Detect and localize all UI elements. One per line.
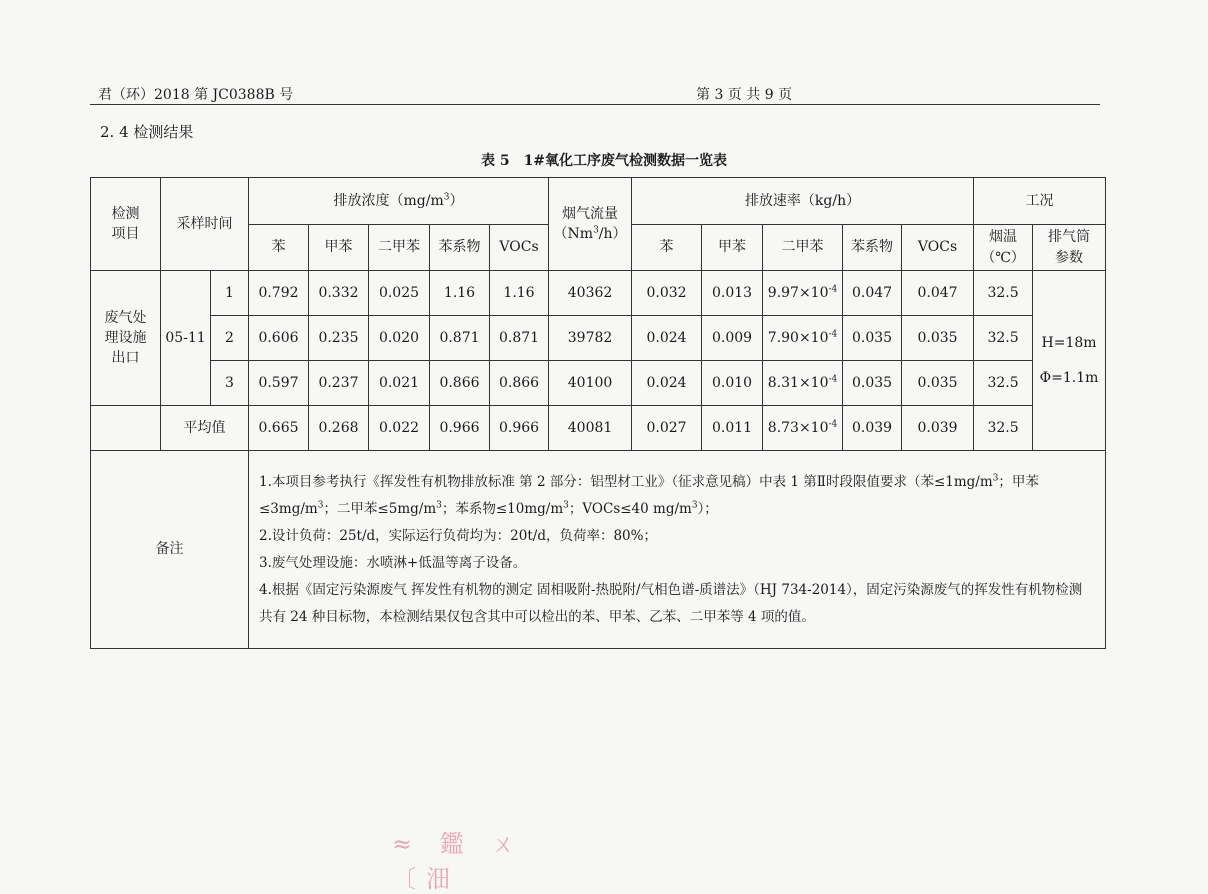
cell-value: 0.871 (490, 316, 549, 361)
table-row (91, 361, 1106, 406)
xylene-rate-exp: -4 (828, 419, 838, 430)
cell-value: 0.035 (902, 361, 974, 406)
xylene-rate-exp: -4 (828, 329, 838, 340)
sampling-date: 05-11 (161, 271, 211, 406)
cell-value: 0.011 (702, 406, 763, 451)
note-1-sup: 3 (436, 500, 442, 510)
time-header: 采样时间 (161, 178, 249, 271)
rate-vocs-header: VOCs (902, 225, 974, 271)
stack-parameters (1033, 271, 1106, 451)
site-name (91, 271, 161, 406)
cell-value: 40081 (549, 406, 632, 451)
flow-header-line1: 烟气流量 (562, 205, 619, 222)
rate-benzene-series-header: 苯系物 (843, 225, 902, 271)
conc-vocs-header: VOCs (490, 225, 549, 271)
note-1-a: 1.本项目参考执行《挥发性有机物排放标准 第 2 部分：铝型材工业》（征求意见稿）中表 1 第Ⅱ时段限值要求（苯≤1mg/m (259, 473, 993, 490)
notes-content (249, 451, 1106, 649)
cell-value: 0.020 (369, 316, 430, 361)
stack-header-line1: 排气筒 (1048, 229, 1091, 246)
flow-header-post: /h） (598, 226, 627, 242)
detection-results-table (90, 177, 1106, 649)
rate-benzene-header: 苯 (632, 225, 702, 271)
cell-value: 0.866 (430, 361, 490, 406)
stack-spacer (1033, 354, 1105, 368)
cell-value (763, 316, 843, 361)
stack-header-line2: 参数 (1055, 249, 1084, 266)
cell-value: 0.866 (490, 361, 549, 406)
sample-number: 3 (211, 361, 249, 406)
cell-value: 0.047 (902, 271, 974, 316)
xylene-rate-base: 7.90×10 (767, 329, 829, 346)
conc-benzene-header: 苯 (249, 225, 309, 271)
item-header-line1: 检测 (111, 205, 140, 222)
conc-benzene-series-header: 苯系物 (430, 225, 490, 271)
cell-value: 0.024 (632, 361, 702, 406)
note-1-sup: 3 (317, 500, 324, 510)
xylene-rate-base: 8.31×10 (767, 374, 829, 391)
cell-value: 0.035 (843, 361, 902, 406)
rate-xylene-header: 二甲苯 (763, 225, 843, 271)
cell-value (763, 271, 843, 316)
cell-value: 0.039 (902, 406, 974, 451)
flow-header-pre: （Nm (553, 226, 594, 242)
cell-value: 0.268 (309, 406, 369, 451)
table-row (91, 271, 1106, 316)
cell-value: 0.966 (490, 406, 549, 451)
xylene-rate-base: 8.73×10 (767, 419, 829, 436)
cell-value: 0.035 (902, 316, 974, 361)
cell-value: 0.032 (632, 271, 702, 316)
stack-height: H=18m (1041, 335, 1097, 352)
cell-value: 0.792 (249, 271, 309, 316)
flow-header-line2 (549, 224, 631, 244)
cell-value (763, 361, 843, 406)
item-header-line2: 项目 (111, 226, 140, 242)
section-title: 2. 4 检测结果 (100, 123, 194, 141)
flow-header-sup: 3 (593, 225, 599, 236)
note-3: 3.废气处理设施：水喷淋+低温等离子设备。 (259, 554, 527, 571)
conc-xylene-header: 二甲苯 (369, 225, 430, 271)
cell-value: 32.5 (974, 316, 1033, 361)
note-1-c: ；二甲苯≤5mg/m (323, 500, 437, 517)
sample-number: 1 (211, 271, 249, 316)
note-2: 2.设计负荷：25t/d，实际运行负荷均为：20t/d，负荷率：80%； (259, 527, 657, 544)
site-name-line1: 废气处 (104, 309, 147, 326)
temperature-header-line1: 烟温 (989, 229, 1018, 246)
cell-value: 0.235 (309, 316, 369, 361)
cell-value: 1.16 (490, 271, 549, 316)
cell-value: 0.010 (702, 361, 763, 406)
cell-value: 32.5 (974, 271, 1033, 316)
note-1-e: ；VOCs≤40 mg/m (568, 500, 692, 517)
site-name-line2: 理设施 (104, 329, 147, 346)
stack-header (1033, 225, 1106, 271)
average-label: 平均值 (161, 406, 249, 451)
average-spacer (91, 406, 161, 451)
item-header (91, 178, 161, 271)
page-header (90, 84, 1100, 104)
cell-value: 0.021 (369, 361, 430, 406)
condition-group-header: 工况 (974, 178, 1106, 225)
page-indicator: 第 3 页 共 9 页 (696, 87, 793, 103)
cell-value: 0.022 (369, 406, 430, 451)
cell-value: 0.665 (249, 406, 309, 451)
cell-value: 0.027 (632, 406, 702, 451)
cell-value: 40100 (549, 361, 632, 406)
cell-value: 0.966 (430, 406, 490, 451)
rate-group-header: 排放速率（kg/h） (632, 178, 974, 225)
xylene-rate-exp: -4 (828, 284, 838, 295)
note-1-sup: 3 (992, 473, 999, 483)
note-1-d: ；苯系物≤10mg/m (441, 500, 564, 517)
temperature-header (974, 225, 1033, 271)
notes-row (91, 451, 1106, 649)
conc-header-text: 排放浓度（mg/m (333, 192, 444, 209)
cell-value: 1.16 (430, 271, 490, 316)
flow-header (549, 178, 632, 271)
note-4: 4.根据《固定污染源废气 挥发性有机物的测定 固相吸附-热脱附/气相色谱-质谱法》（HJ 734-2014），固定污染源废气的挥发性有机物检测共有 24 种目标物，本检测结果仅包含其中可以检出的苯、甲苯、乙苯、二甲苯等 4 项的值。 (259, 581, 1083, 625)
conc-header-end: ） (449, 192, 464, 209)
cell-value: 0.237 (309, 361, 369, 406)
concentration-group-header (249, 178, 549, 225)
cell-value: 40362 (549, 271, 632, 316)
cell-value: 0.332 (309, 271, 369, 316)
note-1 (259, 469, 1095, 523)
table-caption: 表 5 1#氧化工序废气检测数据一览表 (480, 153, 728, 169)
cell-value: 0.047 (843, 271, 902, 316)
conc-header-sup: 3 (443, 192, 450, 203)
notes-label: 备注 (91, 451, 249, 649)
cell-value: 0.606 (249, 316, 309, 361)
cell-value: 0.871 (430, 316, 490, 361)
stack-diameter: Φ=1.1m (1039, 369, 1099, 386)
cell-value: 0.009 (702, 316, 763, 361)
conc-toluene-header: 甲苯 (309, 225, 369, 271)
average-row (91, 406, 1106, 451)
cell-value: 0.025 (369, 271, 430, 316)
cell-value: 0.024 (632, 316, 702, 361)
temperature-header-line2: （℃） (981, 249, 1025, 266)
rate-toluene-header: 甲苯 (702, 225, 763, 271)
header-divider (90, 104, 1100, 105)
site-name-line3: 出口 (111, 350, 140, 367)
cell-value: 0.039 (843, 406, 902, 451)
cell-value: 32.5 (974, 406, 1033, 451)
cell-value (763, 406, 843, 451)
note-1-sup: 3 (563, 500, 569, 510)
cell-value: 32.5 (974, 361, 1033, 406)
note-1-sup: 3 (691, 500, 698, 510)
cell-value: 0.013 (702, 271, 763, 316)
header-row-1 (91, 178, 1106, 225)
cell-value: 39782 (549, 316, 632, 361)
seal-stamp-fragment: ≈ 鑑 ㄨ 〔沺 (392, 830, 526, 893)
note-1-f: ）； (697, 500, 718, 517)
note-1-b: ；甲苯≤3mg/m (259, 473, 1039, 517)
sample-number: 2 (211, 316, 249, 361)
cell-value: 0.597 (249, 361, 309, 406)
report-number: 君（环）2018 第 JC0388B 号 (98, 87, 294, 103)
xylene-rate-exp: -4 (828, 374, 838, 385)
cell-value: 0.035 (843, 316, 902, 361)
table-row (91, 316, 1106, 361)
xylene-rate-base: 9.97×10 (767, 284, 829, 301)
